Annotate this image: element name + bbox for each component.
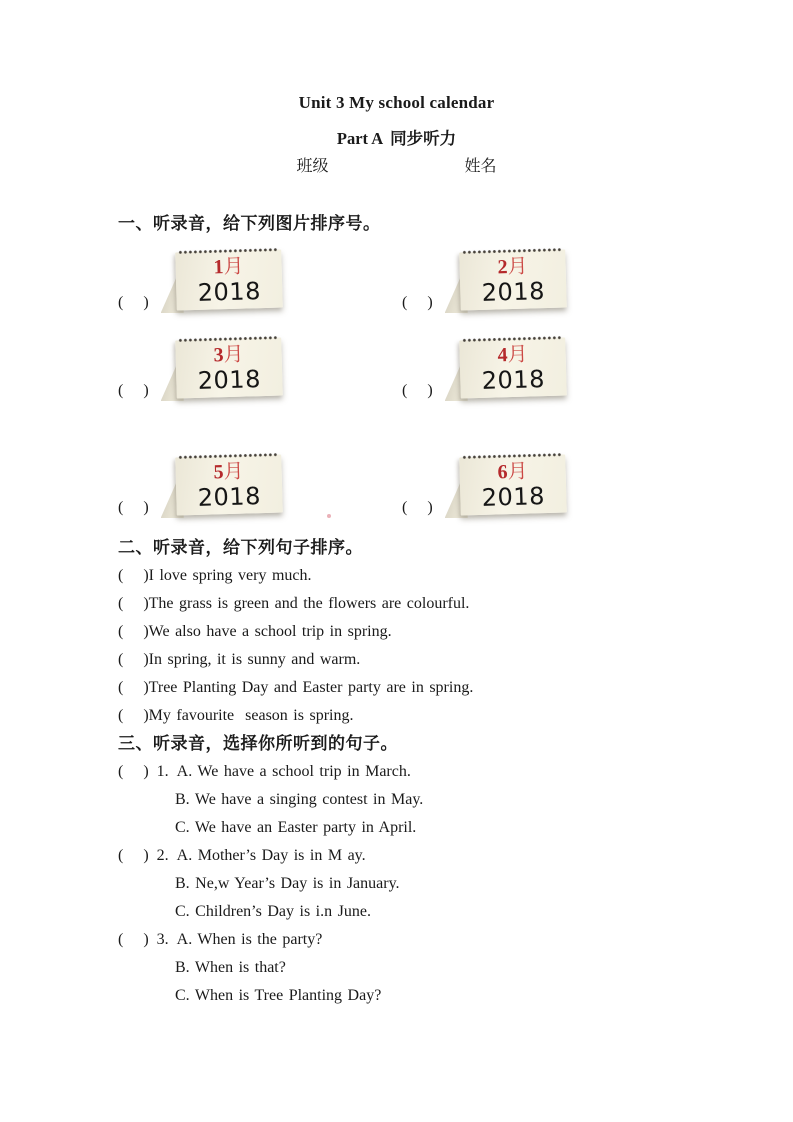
calendar-card	[175, 338, 283, 399]
calendar-row-2	[0, 335, 793, 407]
month-suffix: 月	[506, 255, 528, 279]
option-c: C. When is Tree Planting Day?	[175, 987, 382, 1004]
spiral-binding-icon	[462, 335, 562, 344]
name-row	[0, 153, 793, 176]
section2-item	[118, 562, 718, 590]
answer-blank: ( )	[402, 382, 433, 399]
section2-item	[118, 618, 718, 646]
section3-option	[118, 870, 718, 898]
section3-heading: 三、听录音，选择你所听到的句子。	[118, 734, 398, 753]
calendar-card	[459, 455, 567, 516]
calendar-row-1	[0, 247, 793, 319]
section3-option	[118, 898, 718, 926]
calendar-item-jun	[402, 452, 568, 518]
name-label: 姓名	[464, 158, 497, 175]
calendar-month	[175, 461, 282, 484]
section3-question-3	[118, 926, 718, 954]
calendar-card	[175, 250, 283, 311]
page-subtitle	[0, 125, 793, 149]
answer-blank: ( )	[118, 567, 149, 584]
sentence: We also have a school trip in spring.	[148, 623, 392, 640]
calendar-item-jan	[118, 247, 284, 313]
calendar-image-feb	[444, 247, 568, 313]
calendar-month	[459, 461, 566, 484]
option-c: C. Children’s Day is i.n June.	[175, 903, 371, 920]
question-number: 2.	[156, 847, 169, 864]
question-number: 3.	[156, 931, 169, 948]
calendar-year: 2018	[481, 365, 545, 395]
section1-heading: 一、听录音，给下列图片排序号。	[118, 214, 381, 233]
answer-blank: ( )	[118, 651, 149, 668]
section3-question-2	[118, 842, 718, 870]
calendar-month	[459, 256, 566, 279]
section2-heading: 二、听录音，给下列句子排序。	[118, 538, 363, 557]
month-number: 3	[212, 344, 224, 367]
section3-option	[118, 954, 718, 982]
text-sections	[118, 534, 718, 1010]
calendar-year: 2018	[481, 482, 545, 512]
calendar-card	[459, 250, 567, 311]
calendar-card	[459, 338, 567, 399]
sentence: I love spring very much.	[148, 567, 312, 584]
calendar-month	[175, 344, 282, 367]
calendar-image-may	[160, 452, 284, 518]
class-label: 班级	[296, 158, 329, 175]
month-suffix: 月	[506, 460, 528, 484]
spiral-binding-icon	[462, 452, 562, 461]
answer-blank: ( )	[118, 294, 149, 311]
spiral-binding-icon	[178, 335, 278, 344]
answer-blank: ( )	[118, 595, 149, 612]
question-number: 1.	[156, 763, 169, 780]
option-a: A. Mother’s Day is in M ay.	[176, 847, 366, 864]
section2-item	[118, 702, 718, 730]
answer-blank: ( )	[118, 499, 149, 516]
month-number: 2	[496, 256, 508, 279]
calendar-image-jun	[444, 452, 568, 518]
calendar-image-apr	[444, 335, 568, 401]
answer-blank: ( )	[402, 294, 433, 311]
answer-blank: ( )	[118, 382, 149, 399]
calendar-image-jan	[160, 247, 284, 313]
spiral-binding-icon	[178, 452, 278, 461]
section2-item	[118, 590, 718, 618]
calendar-month	[175, 256, 282, 279]
answer-blank: ( )	[118, 847, 149, 864]
calendar-year: 2018	[481, 277, 545, 307]
month-suffix: 月	[222, 343, 244, 367]
month-suffix: 月	[222, 460, 244, 484]
month-number: 1	[212, 256, 224, 279]
calendar-card	[175, 455, 283, 516]
subtitle-cn-label: 同步听力	[390, 129, 457, 148]
answer-blank: ( )	[118, 763, 149, 780]
sentence: Tree Planting Day and Easter party are in spring.	[148, 679, 474, 696]
option-b: B. When is that?	[175, 959, 286, 976]
section2-item	[118, 674, 718, 702]
stray-dot	[327, 514, 331, 518]
answer-blank: ( )	[118, 679, 149, 696]
calendar-item-apr	[402, 335, 568, 401]
sentence: The grass is green and the flowers are colourful.	[148, 595, 470, 612]
calendar-item-feb	[402, 247, 568, 313]
section3-question-1	[118, 758, 718, 786]
option-b: B. We have a singing contest in May.	[175, 791, 424, 808]
calendar-year: 2018	[197, 482, 261, 512]
calendar-item-may	[118, 452, 284, 518]
spiral-binding-icon	[462, 247, 562, 256]
answer-blank: ( )	[118, 623, 149, 640]
answer-blank: ( )	[118, 707, 149, 724]
option-a: A. We have a school trip in March.	[176, 763, 411, 780]
section2-item	[118, 646, 718, 674]
section3-option	[118, 786, 718, 814]
section3-option	[118, 814, 718, 842]
option-b: B. Ne,w Year’s Day is in January.	[175, 875, 400, 892]
calendar-item-mar	[118, 335, 284, 401]
month-suffix: 月	[506, 343, 528, 367]
month-number: 5	[212, 461, 224, 484]
answer-blank: ( )	[118, 931, 149, 948]
sentence: My favourite season is spring.	[148, 707, 354, 724]
option-c: C. We have an Easter party in April.	[175, 819, 417, 836]
page-title: Unit 3 My school calendar	[298, 93, 495, 112]
calendar-year: 2018	[197, 365, 261, 395]
subtitle-part-label: Part A	[336, 129, 384, 148]
spiral-binding-icon	[178, 247, 278, 256]
calendar-image-mar	[160, 335, 284, 401]
calendar-year: 2018	[197, 277, 261, 307]
calendar-month	[459, 344, 566, 367]
month-number: 6	[496, 461, 508, 484]
section3-option	[118, 982, 718, 1010]
answer-blank: ( )	[402, 499, 433, 516]
option-a: A. When is the party?	[176, 931, 323, 948]
month-number: 4	[496, 344, 508, 367]
calendar-row-3	[0, 452, 793, 524]
month-suffix: 月	[222, 255, 244, 279]
sentence: In spring, it is sunny and warm.	[148, 651, 361, 668]
